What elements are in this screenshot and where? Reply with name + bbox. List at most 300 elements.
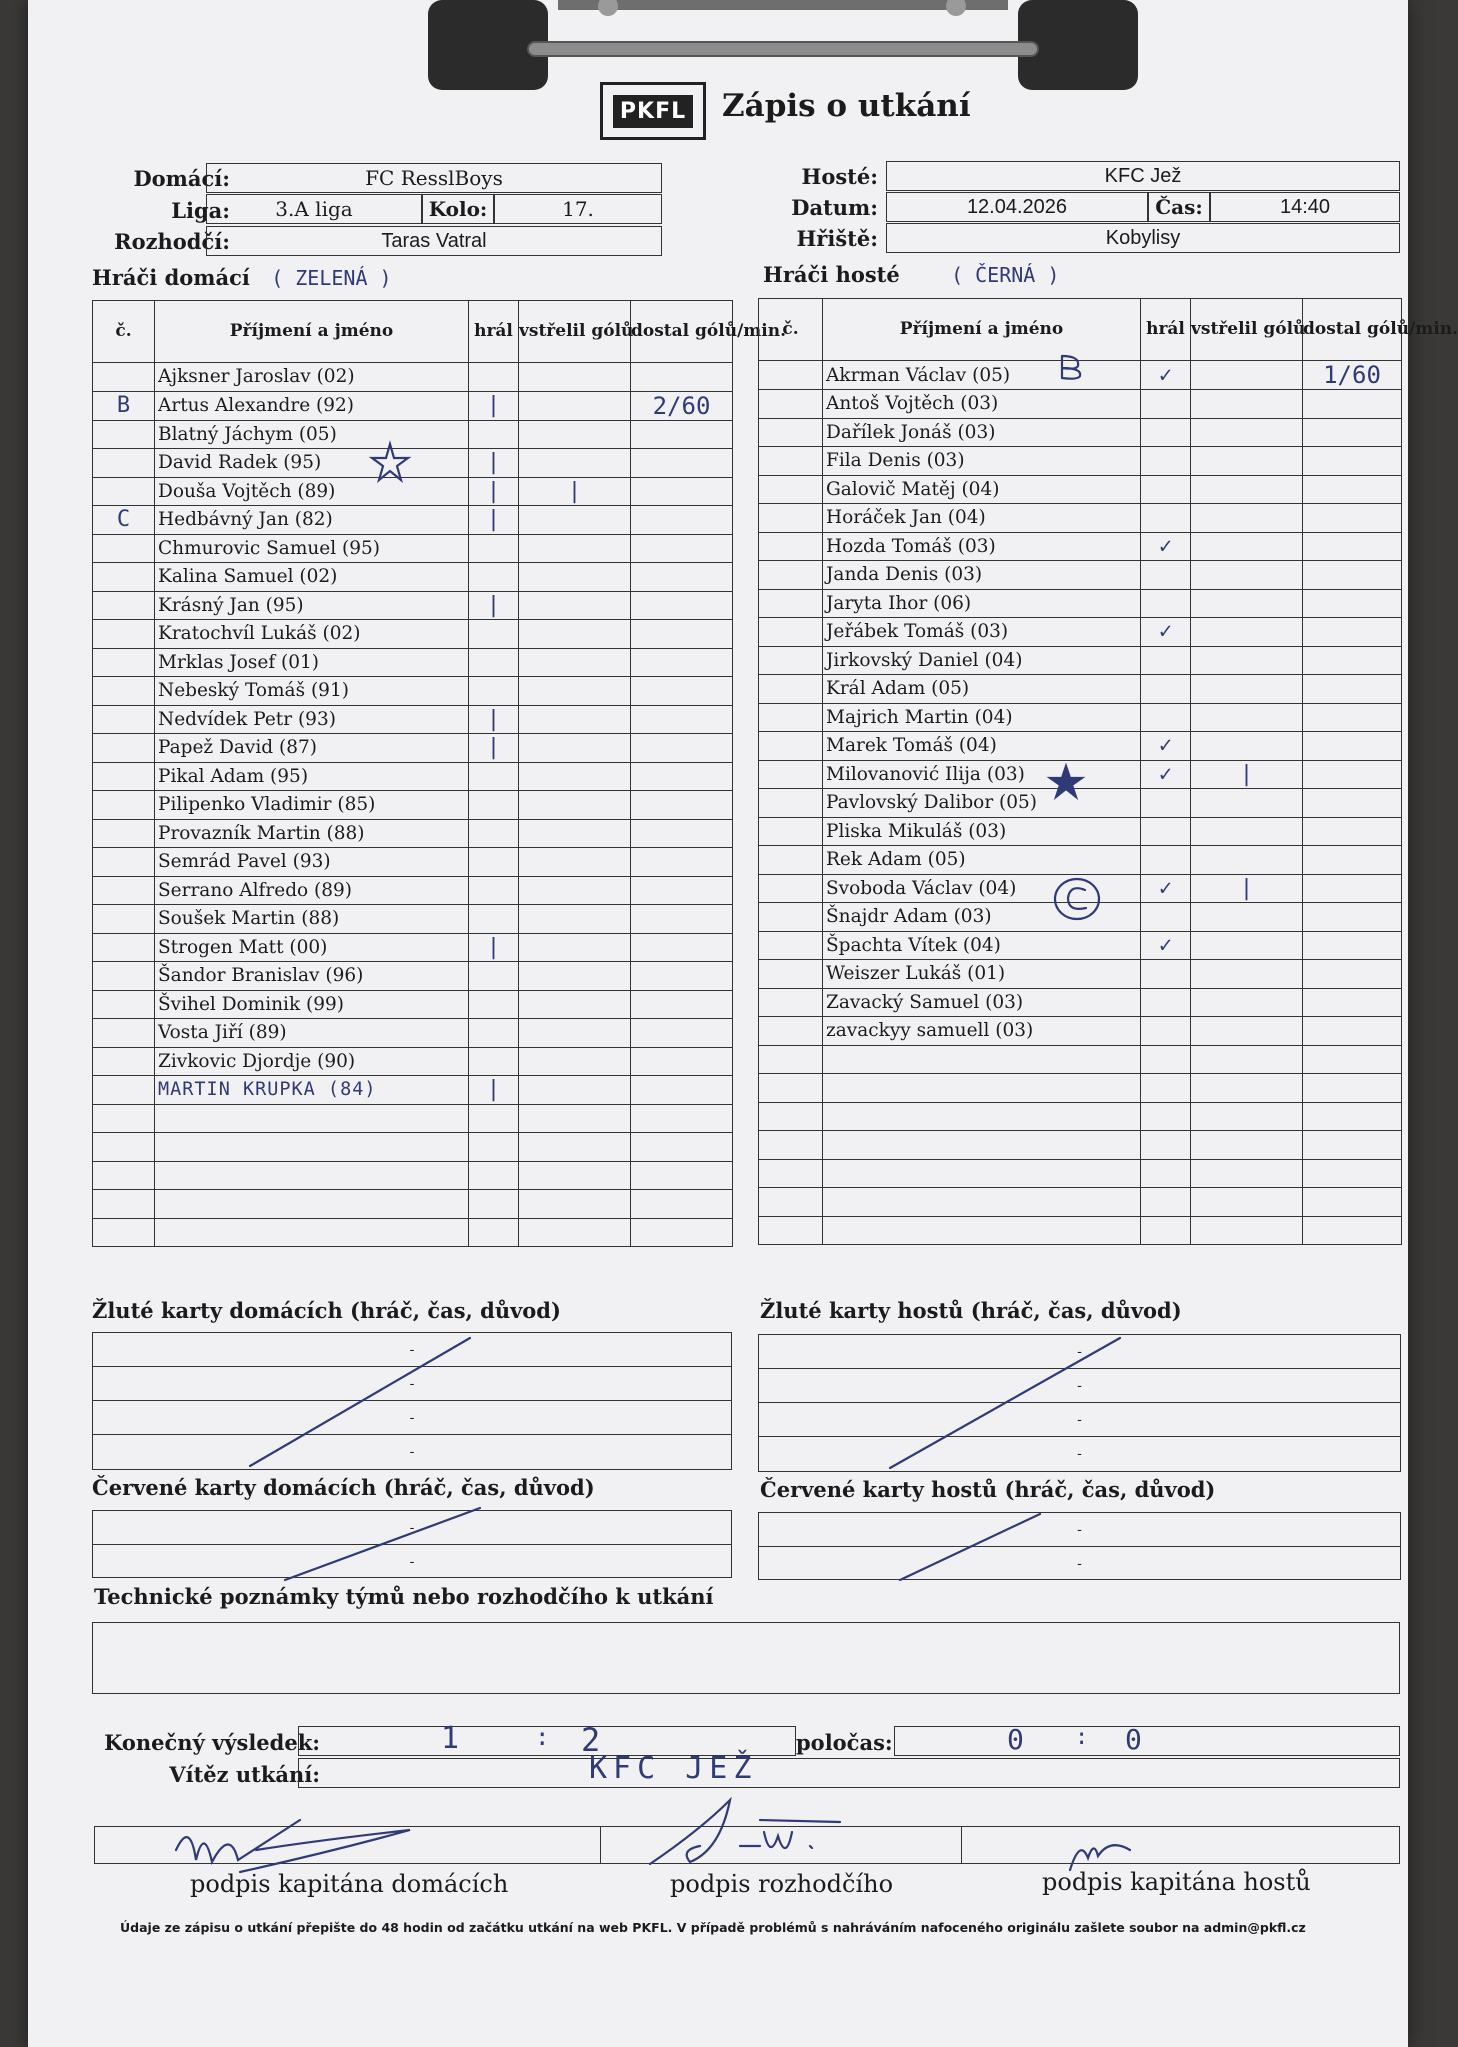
player-number-cell[interactable] [759,646,823,675]
conceded-cell[interactable] [1303,532,1402,561]
player-number-cell[interactable] [93,677,155,706]
date-field[interactable]: 12.04.2026 [886,192,1148,222]
player-number-cell[interactable] [759,1131,823,1160]
player-number-cell[interactable] [759,703,823,732]
conceded-cell[interactable] [1303,817,1402,846]
scored-cell[interactable] [519,363,631,392]
conceded-cell[interactable] [631,534,733,563]
conceded-cell[interactable] [631,848,733,877]
scored-cell[interactable] [519,705,631,734]
yellow-cards-home-box[interactable] [92,1332,732,1470]
played-cell[interactable] [469,420,519,449]
player-number-cell[interactable] [93,1218,155,1247]
player-name-cell[interactable] [155,1161,469,1190]
scored-cell[interactable] [519,905,631,934]
played-cell[interactable] [469,1104,519,1133]
scored-cell[interactable] [1191,703,1303,732]
played-cell[interactable] [469,1218,519,1247]
pitch-field[interactable]: Kobylisy [886,223,1400,253]
scored-cell[interactable] [519,591,631,620]
scored-cell[interactable] [1191,618,1303,647]
player-name-cell[interactable]: Šandor Branislav (96) [155,962,469,991]
player-name-cell[interactable]: Pliska Mikuláš (03) [823,817,1141,846]
conceded-cell[interactable] [1303,418,1402,447]
player-number-cell[interactable] [759,1074,823,1103]
played-cell[interactable] [1141,646,1191,675]
scored-cell[interactable] [519,819,631,848]
conceded-cell[interactable] [631,563,733,592]
scored-cell[interactable]: | [1191,874,1303,903]
player-name-cell[interactable]: Akrman Václav (05) [823,361,1141,390]
conceded-cell[interactable] [1303,646,1402,675]
scored-cell[interactable] [1191,646,1303,675]
conceded-cell[interactable] [631,705,733,734]
player-number-cell[interactable] [93,791,155,820]
conceded-cell[interactable] [631,420,733,449]
player-name-cell[interactable]: Vosta Jiří (89) [155,1019,469,1048]
player-number-cell[interactable] [93,705,155,734]
played-cell[interactable] [469,1190,519,1219]
conceded-cell[interactable] [631,1190,733,1219]
player-name-cell[interactable]: Král Adam (05) [823,675,1141,704]
player-number-cell[interactable] [759,589,823,618]
player-name-cell[interactable]: Weiszer Lukáš (01) [823,960,1141,989]
conceded-cell[interactable]: 2/60 [631,391,733,420]
conceded-cell[interactable] [631,1076,733,1105]
played-cell[interactable] [469,620,519,649]
conceded-cell[interactable] [631,1161,733,1190]
player-name-cell[interactable]: Hedbávný Jan (82) [155,506,469,535]
player-name-cell[interactable]: Špachta Vítek (04) [823,931,1141,960]
played-cell[interactable] [1141,903,1191,932]
scored-cell[interactable] [519,1076,631,1105]
yellow-cards-away-box[interactable] [758,1334,1401,1472]
conceded-cell[interactable] [631,1104,733,1133]
played-cell[interactable] [469,791,519,820]
player-name-cell[interactable]: Douša Vojtěch (89) [155,477,469,506]
conceded-cell[interactable] [1303,988,1402,1017]
player-name-cell[interactable] [823,1159,1141,1188]
player-name-cell[interactable]: Soušek Martin (88) [155,905,469,934]
card-line[interactable]: - [1077,1445,1082,1462]
card-line[interactable]: - [759,1369,1400,1403]
scored-cell[interactable] [1191,1017,1303,1046]
played-cell[interactable] [1141,1102,1191,1131]
card-line[interactable]: - [409,1443,415,1460]
played-cell[interactable]: ✓ [1141,618,1191,647]
time-field[interactable]: 14:40 [1210,192,1400,222]
league-field[interactable]: 3.A liga [206,194,422,224]
played-cell[interactable] [1141,475,1191,504]
player-number-cell[interactable] [759,1216,823,1245]
scored-cell[interactable]: | [519,477,631,506]
played-cell[interactable]: | [469,1076,519,1105]
played-cell[interactable]: ✓ [1141,532,1191,561]
conceded-cell[interactable] [1303,1045,1402,1074]
scored-cell[interactable] [519,1218,631,1247]
player-number-cell[interactable] [759,418,823,447]
player-name-cell[interactable]: Hozda Tomáš (03) [823,532,1141,561]
conceded-cell[interactable] [631,506,733,535]
scored-cell[interactable] [519,791,631,820]
player-name-cell[interactable] [155,1104,469,1133]
conceded-cell[interactable] [631,933,733,962]
player-name-cell[interactable]: Provazník Martin (88) [155,819,469,848]
player-number-cell[interactable] [93,620,155,649]
conceded-cell[interactable] [1303,732,1402,761]
card-line[interactable]: - [93,1333,731,1367]
scored-cell[interactable] [1191,1216,1303,1245]
player-number-cell[interactable] [759,988,823,1017]
scored-cell[interactable] [519,933,631,962]
player-number-cell[interactable] [93,591,155,620]
conceded-cell[interactable] [1303,589,1402,618]
card-line[interactable]: - [93,1367,731,1401]
player-number-cell[interactable] [759,504,823,533]
played-cell[interactable] [1141,1017,1191,1046]
player-name-cell[interactable]: Krásný Jan (95) [155,591,469,620]
player-name-cell[interactable]: Pavlovský Dalibor (05) [823,789,1141,818]
scored-cell[interactable] [519,848,631,877]
referee-field[interactable]: Taras Vatral [206,226,662,256]
conceded-cell[interactable]: 1/60 [1303,361,1402,390]
player-number-cell[interactable] [93,876,155,905]
scored-cell[interactable] [1191,817,1303,846]
scored-cell[interactable] [1191,504,1303,533]
player-number-cell[interactable] [759,475,823,504]
scored-cell[interactable] [519,876,631,905]
played-cell[interactable] [1141,1074,1191,1103]
player-number-cell[interactable] [759,903,823,932]
played-cell[interactable] [469,819,519,848]
conceded-cell[interactable] [631,1047,733,1076]
player-number-cell[interactable] [93,734,155,763]
conceded-cell[interactable] [631,648,733,677]
scored-cell[interactable] [1191,390,1303,419]
player-name-cell[interactable]: Nebeský Tomáš (91) [155,677,469,706]
scored-cell[interactable] [1191,846,1303,875]
conceded-cell[interactable] [631,591,733,620]
scored-cell[interactable] [519,990,631,1019]
player-number-cell[interactable] [93,534,155,563]
player-number-cell[interactable] [759,447,823,476]
player-number-cell[interactable] [759,390,823,419]
scored-cell[interactable] [1191,1131,1303,1160]
player-name-cell[interactable]: Ajksner Jaroslav (02) [155,363,469,392]
player-number-cell[interactable] [759,1045,823,1074]
scored-cell[interactable] [519,1047,631,1076]
played-cell[interactable]: | [469,391,519,420]
scored-cell[interactable] [519,1190,631,1219]
played-cell[interactable] [469,1133,519,1162]
player-name-cell[interactable]: Horáček Jan (04) [823,504,1141,533]
player-number-cell[interactable] [759,532,823,561]
played-cell[interactable]: | [469,734,519,763]
player-name-cell[interactable]: Fila Denis (03) [823,447,1141,476]
player-name-cell[interactable]: Zivkovic Djordje (90) [155,1047,469,1076]
conceded-cell[interactable] [1303,1188,1402,1217]
away-team-field[interactable]: KFC Jež [886,161,1400,191]
player-number-cell[interactable] [93,563,155,592]
conceded-cell[interactable] [631,762,733,791]
player-number-cell[interactable] [759,1017,823,1046]
player-number-cell[interactable] [759,618,823,647]
player-name-cell[interactable]: Strogen Matt (00) [155,933,469,962]
scored-cell[interactable] [519,762,631,791]
scored-cell[interactable] [519,1104,631,1133]
scored-cell[interactable] [519,620,631,649]
player-name-cell[interactable]: Mrklas Josef (01) [155,648,469,677]
player-name-cell[interactable]: MARTIN KRUPKA (84) [155,1076,469,1105]
scored-cell[interactable] [519,1133,631,1162]
conceded-cell[interactable] [1303,703,1402,732]
played-cell[interactable] [1141,1045,1191,1074]
conceded-cell[interactable] [631,905,733,934]
played-cell[interactable] [1141,561,1191,590]
played-cell[interactable] [469,534,519,563]
played-cell[interactable]: | [469,705,519,734]
played-cell[interactable] [469,905,519,934]
played-cell[interactable] [469,677,519,706]
player-name-cell[interactable] [823,1188,1141,1217]
player-number-cell[interactable] [93,420,155,449]
conceded-cell[interactable] [1303,675,1402,704]
scored-cell[interactable] [1191,418,1303,447]
played-cell[interactable]: ✓ [1141,732,1191,761]
player-number-cell[interactable] [93,990,155,1019]
conceded-cell[interactable] [1303,1017,1402,1046]
played-cell[interactable] [1141,390,1191,419]
scored-cell[interactable] [519,962,631,991]
scored-cell[interactable] [519,420,631,449]
player-name-cell[interactable] [155,1133,469,1162]
scored-cell[interactable] [1191,789,1303,818]
played-cell[interactable] [469,962,519,991]
scored-cell[interactable] [1191,988,1303,1017]
player-number-cell[interactable] [759,732,823,761]
player-name-cell[interactable]: Galovič Matěj (04) [823,475,1141,504]
scored-cell[interactable] [519,506,631,535]
scored-cell[interactable] [519,391,631,420]
card-line[interactable]: - [1077,1555,1082,1572]
conceded-cell[interactable] [1303,561,1402,590]
player-name-cell[interactable]: Serrano Alfredo (89) [155,876,469,905]
player-number-cell[interactable] [93,933,155,962]
played-cell[interactable]: | [469,506,519,535]
conceded-cell[interactable] [1303,475,1402,504]
player-number-cell[interactable] [759,1102,823,1131]
played-cell[interactable] [1141,817,1191,846]
player-name-cell[interactable]: Nedvídek Petr (93) [155,705,469,734]
player-name-cell[interactable]: Kratochvíl Lukáš (02) [155,620,469,649]
played-cell[interactable]: | [469,591,519,620]
player-number-cell[interactable] [759,675,823,704]
scored-cell[interactable] [519,449,631,478]
conceded-cell[interactable] [1303,504,1402,533]
conceded-cell[interactable] [1303,447,1402,476]
player-number-cell[interactable] [759,874,823,903]
player-number-cell[interactable] [759,1188,823,1217]
player-number-cell[interactable] [759,760,823,789]
player-name-cell[interactable]: Dařílek Jonáš (03) [823,418,1141,447]
conceded-cell[interactable] [631,819,733,848]
player-number-cell[interactable] [93,1019,155,1048]
conceded-cell[interactable] [631,791,733,820]
conceded-cell[interactable] [631,1133,733,1162]
player-number-cell[interactable]: B [93,391,155,420]
played-cell[interactable] [1141,988,1191,1017]
scored-cell[interactable] [1191,532,1303,561]
scored-cell[interactable] [519,563,631,592]
conceded-cell[interactable] [631,363,733,392]
card-line[interactable]: - [409,1553,415,1570]
player-number-cell[interactable] [93,762,155,791]
player-name-cell[interactable]: Pikal Adam (95) [155,762,469,791]
player-name-cell[interactable] [155,1190,469,1219]
conceded-cell[interactable] [1303,618,1402,647]
conceded-cell[interactable] [631,477,733,506]
conceded-cell[interactable] [631,1019,733,1048]
scored-cell[interactable] [519,1161,631,1190]
played-cell[interactable] [469,848,519,877]
player-name-cell[interactable] [823,1102,1141,1131]
card-line[interactable]: - [93,1511,731,1545]
played-cell[interactable] [1141,447,1191,476]
played-cell[interactable] [469,1019,519,1048]
conceded-cell[interactable] [1303,390,1402,419]
player-name-cell[interactable]: Jirkovský Daniel (04) [823,646,1141,675]
scored-cell[interactable] [1191,675,1303,704]
conceded-cell[interactable] [1303,903,1402,932]
player-name-cell[interactable]: Milovanović Ilija (03) [823,760,1141,789]
scored-cell[interactable] [1191,589,1303,618]
scored-cell[interactable] [1191,732,1303,761]
player-name-cell[interactable] [823,1074,1141,1103]
played-cell[interactable]: ✓ [1141,931,1191,960]
played-cell[interactable]: | [469,449,519,478]
scored-cell[interactable] [1191,1159,1303,1188]
played-cell[interactable] [1141,1159,1191,1188]
player-name-cell[interactable]: zavackyy samuell (03) [823,1017,1141,1046]
scored-cell[interactable] [1191,1188,1303,1217]
conceded-cell[interactable] [1303,846,1402,875]
played-cell[interactable] [1141,846,1191,875]
scored-cell[interactable] [1191,931,1303,960]
conceded-cell[interactable] [631,620,733,649]
played-cell[interactable] [1141,504,1191,533]
player-name-cell[interactable]: Zavacký Samuel (03) [823,988,1141,1017]
conceded-cell[interactable] [1303,1074,1402,1103]
conceded-cell[interactable] [1303,1216,1402,1245]
scored-cell[interactable] [1191,447,1303,476]
played-cell[interactable] [469,363,519,392]
round-field[interactable]: 17. [494,194,662,224]
played-cell[interactable]: ✓ [1141,874,1191,903]
played-cell[interactable] [1141,1216,1191,1245]
scored-cell[interactable] [519,1019,631,1048]
player-number-cell[interactable] [93,477,155,506]
played-cell[interactable] [1141,789,1191,818]
player-name-cell[interactable]: Jaryta Ihor (06) [823,589,1141,618]
scored-cell[interactable] [519,677,631,706]
played-cell[interactable] [1141,1188,1191,1217]
player-number-cell[interactable] [759,1159,823,1188]
player-number-cell[interactable] [93,1076,155,1105]
red-cards-home-box[interactable] [92,1510,732,1578]
conceded-cell[interactable] [1303,760,1402,789]
conceded-cell[interactable] [1303,960,1402,989]
conceded-cell[interactable] [631,734,733,763]
player-name-cell[interactable]: Chmurovic Samuel (95) [155,534,469,563]
played-cell[interactable] [469,876,519,905]
halftime-field[interactable] [894,1723,1400,1756]
scored-cell[interactable] [1191,361,1303,390]
player-name-cell[interactable]: Švihel Dominik (99) [155,990,469,1019]
played-cell[interactable]: | [469,477,519,506]
played-cell[interactable]: ✓ [1141,760,1191,789]
conceded-cell[interactable] [631,449,733,478]
player-number-cell[interactable] [759,361,823,390]
player-name-cell[interactable]: Semrád Pavel (93) [155,848,469,877]
played-cell[interactable] [1141,1131,1191,1160]
conceded-cell[interactable] [631,962,733,991]
player-number-cell[interactable] [93,1161,155,1190]
player-name-cell[interactable]: Blatný Jáchym (05) [155,420,469,449]
played-cell[interactable] [469,762,519,791]
player-number-cell[interactable] [759,561,823,590]
scored-cell[interactable] [519,648,631,677]
player-name-cell[interactable]: Antoš Vojtěch (03) [823,390,1141,419]
player-name-cell[interactable]: Kalina Samuel (02) [155,563,469,592]
player-name-cell[interactable]: Marek Tomáš (04) [823,732,1141,761]
played-cell[interactable] [469,563,519,592]
card-line[interactable]: - [759,1335,1400,1369]
scored-cell[interactable] [1191,903,1303,932]
played-cell[interactable] [1141,703,1191,732]
player-number-cell[interactable] [759,789,823,818]
player-name-cell[interactable]: Majrich Martin (04) [823,703,1141,732]
player-name-cell[interactable]: Svoboda Václav (04) [823,874,1141,903]
player-number-cell[interactable] [93,848,155,877]
player-number-cell[interactable] [93,648,155,677]
conceded-cell[interactable] [631,876,733,905]
scored-cell[interactable]: | [1191,760,1303,789]
player-name-cell[interactable]: Pilipenko Vladimir (85) [155,791,469,820]
played-cell[interactable] [1141,675,1191,704]
played-cell[interactable] [469,1047,519,1076]
player-name-cell[interactable]: Jeřábek Tomáš (03) [823,618,1141,647]
card-line[interactable]: - [93,1401,731,1435]
home-team-field[interactable]: FC ResslBoys [206,163,662,193]
conceded-cell[interactable] [1303,1131,1402,1160]
notes-box[interactable] [92,1622,1400,1694]
played-cell[interactable] [1141,589,1191,618]
scored-cell[interactable] [519,534,631,563]
scored-cell[interactable] [1191,1045,1303,1074]
player-name-cell[interactable]: Janda Denis (03) [823,561,1141,590]
played-cell[interactable] [1141,418,1191,447]
player-number-cell[interactable] [93,962,155,991]
conceded-cell[interactable] [1303,789,1402,818]
player-number-cell[interactable] [93,819,155,848]
player-number-cell[interactable] [93,1190,155,1219]
conceded-cell[interactable] [631,1218,733,1247]
conceded-cell[interactable] [631,677,733,706]
player-number-cell[interactable] [93,905,155,934]
red-cards-away-box[interactable] [758,1512,1401,1580]
scored-cell[interactable] [1191,1074,1303,1103]
winner-field[interactable] [298,1751,1400,1788]
